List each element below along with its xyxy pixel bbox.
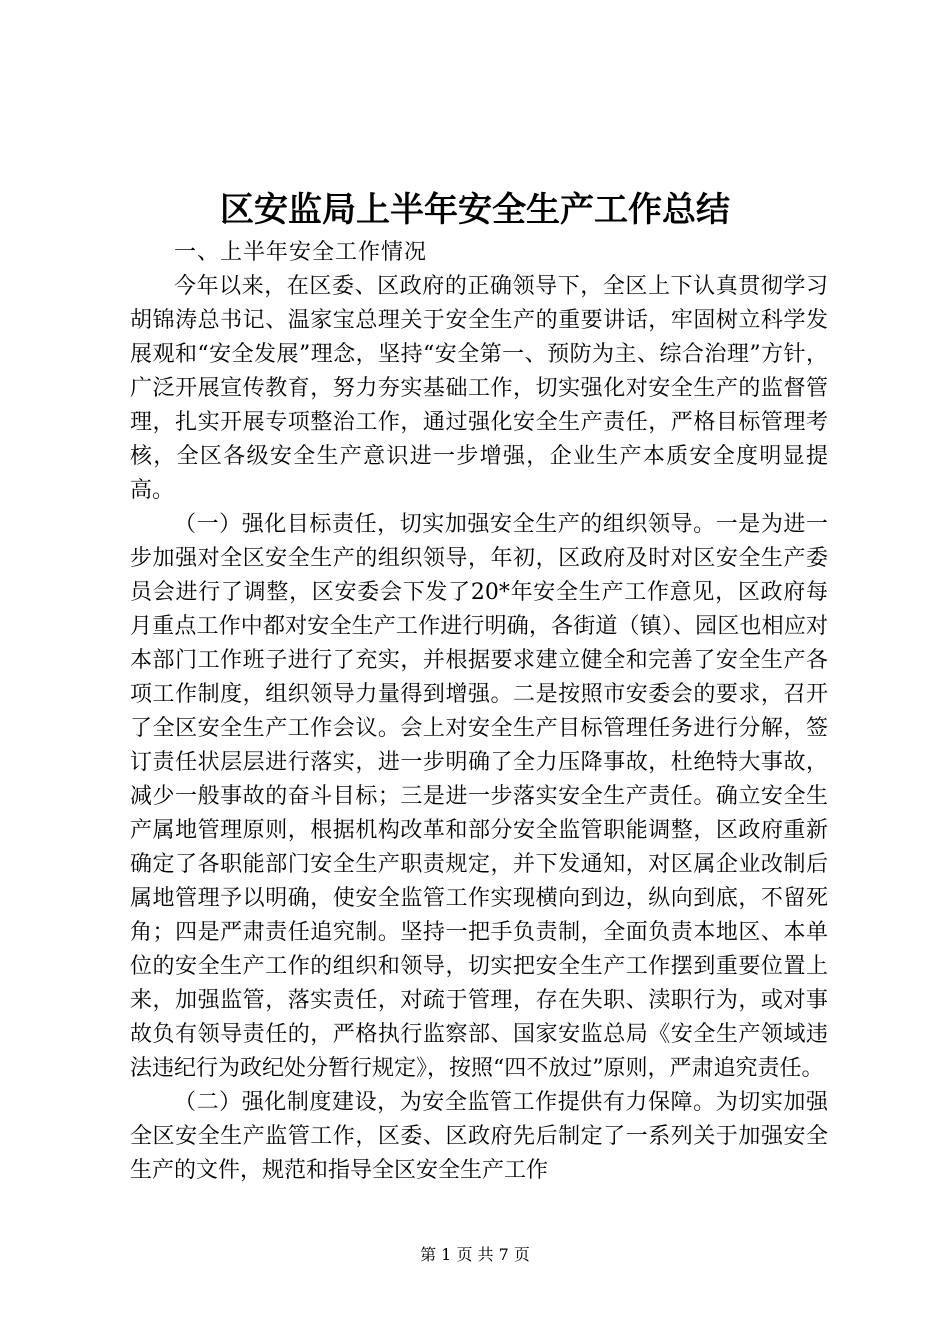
- paragraph-section-2: （二）强化制度建设，为安全监管工作提供有力保障。为切实加强全区安全生产监管工作，区委、区政府先后制定了一系列关于加强安全生产的文件，规范和指导全区安全生产工作: [130, 1090, 828, 1183]
- document-title: 区安监局上半年安全生产工作总结: [220, 190, 730, 230]
- page-number-footer: 第 1 页 共 7 页: [420, 1245, 530, 1264]
- document-body: [130, 236, 828, 1188]
- section-heading: 一、上半年安全工作情况: [174, 240, 428, 265]
- paragraph-intro: 今年以来，在区委、区政府的正确领导下，全区上下认真贯彻学习胡锦涛总书记、温家宝总理关于安全生产的重要讲话，牢固树立科学发展观和“安全发展”理念，坚持“安全第一、预防为主、综合治理”方针，广泛开展宣传教育，努力夯实基础工作，切实强化对安全生产的监督管理，扎实开展专项整治工作，通过强化安全生产责任，严格目标管理考核，全区各级安全生产意识进一步增强，企业生产本质安全度明显提高。: [130, 274, 828, 503]
- paragraph-section-1: （一）强化目标责任，切实加强安全生产的组织领导。一是为进一步加强对全区安全生产的组织领导，年初，区政府及时对区安全生产委员会进行了调整，区安委会下发了20*年安全生产工作意见，区政府每月重点工作中都对安全生产工作进行明确，各街道（镇）、园区也相应对本部门工作班子进行了充实，并根据要求建立健全和完善了安全生产各项工作制度，组织领导力量得到增强。二是按照市安委会的要求，召开了全区安全生产工作会议。会上对安全生产目标管理任务进行分解，签订责任状层层进行落实，进一步明确了全力压降事故，杜绝特大事故，减少一般事故的奋斗目标；三是进一步落实安全生产责任。确立安全生产属地管理原则，根据机构改革和部分安全监管职能调整，区政府重新确定了各职能部门安全生产职责规定，并下发通知，对区属企业改制后属地管理予以明确，使安全监管工作实现横向到边，纵向到底，不留死角；四是严肃责任追究制。坚持一把手负责制，全面负责本地区、本单位的安全生产工作的组织和领导，切实把安全生产工作摆到重要位置上来，加强监管，落实责任，对疏于管理，存在失职、渎职行为，或对事故负有领导责任的，严格执行监察部、国家安监总局《安全生产领域违法违纪行为政纪处分暂行规定》，按照“四不放过”原则，严肃追究责任。: [130, 512, 828, 1081]
